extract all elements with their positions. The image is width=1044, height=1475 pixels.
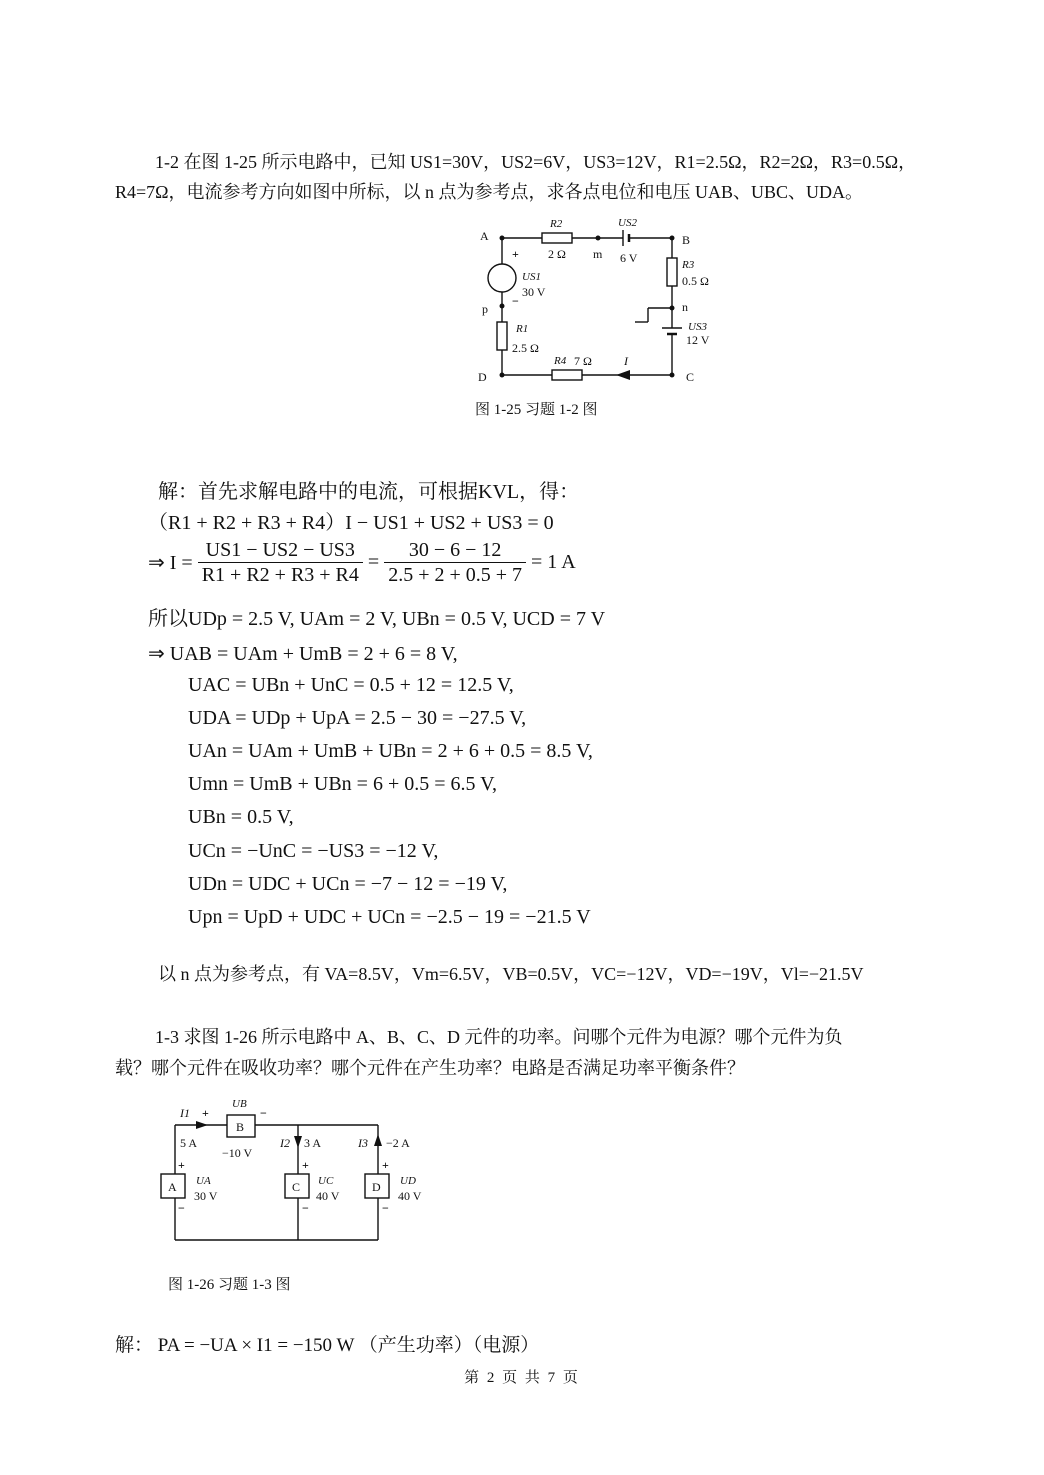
figure-1-25-caption: 图 1-25 习题 1-2 图 [475,402,598,418]
page-footer: 第 2 页 共 7 页 [464,1370,580,1386]
node-B-label: B [682,233,691,247]
equation-line: ⇒ UAB = UAm + UmB = 2 + 6 = 8 V, [148,643,458,665]
US1-minus-sign: − [512,294,519,308]
equation-line: Upn = UpD + UDC + UCn = −2.5 − 19 = −21.5 V [188,906,591,928]
node-m-label: m [593,247,603,261]
equation-line: UDA = UDp + UpA = 2.5 − 30 = −27.5 V, [188,707,527,729]
equation-line: UAC = UBn + UnC = 0.5 + 12 = 12.5 V, [188,674,514,696]
node-n-label: n [682,300,688,314]
R3-name: R3 [682,259,695,271]
UB-label: UB [232,1098,247,1110]
I2-label: I2 [280,1136,290,1150]
R4-name: R4 [554,355,567,367]
I3-value: −2 A [386,1136,410,1150]
UB-value: −10 V [222,1146,253,1160]
equation-line: Umn = UmB + UBn = 6 + 0.5 = 6.5 V, [188,773,498,795]
problem-1-3-statement-line1: 1-3 求图 1-26 所示电路中 A、B、C、D 元件的功率。问哪个元件为电源？哪个元件为负 [155,1027,843,1047]
equation-line: UDn = UDC + UCn = −7 − 12 = −19 V, [188,873,508,895]
current-eq-fraction-symbolic [198,538,363,587]
problem-1-2-statement-line2: R4=7Ω，电流参考方向如图中所标，以 n 点为参考点，求各点电位和电压 UAB、UBC、UDA。 [115,182,864,202]
C-minus-sign: − [302,1201,309,1215]
US1-value: 30 V [522,285,546,299]
US2-value: 6 V [620,251,638,265]
current-eq-prefix: ⇒ I = [148,552,193,574]
US2-name: US2 [618,217,637,229]
so-equation: 所以UDp = 2.5 V, UAm = 2 V, UBn = 0.5 V, UCD = 7 V [148,608,606,630]
figure-1-26-caption: 图 1-26 习题 1-3 图 [168,1277,291,1293]
current-I-label: I [624,354,628,368]
UA-value: 30 V [194,1189,218,1203]
element-C-label: C [292,1180,301,1194]
solution-1-3-line: 解： PA = −UA × I1 = −150 W （产生功率）（电源） [115,1335,540,1356]
I1-value: 5 A [180,1136,198,1150]
node-A-label: A [480,229,489,243]
circuit-figure-1-26 [150,1090,450,1250]
fraction-numerator: 30 − 6 − 12 [384,538,526,563]
equation-line: UCn = −UnC = −US3 = −12 V, [188,840,439,862]
circuit-figure-1-25 [470,210,730,390]
UD-label: UD [400,1175,416,1187]
node-C-label: C [686,370,695,384]
B-plus-sign: + [202,1106,209,1120]
equation-line: UBn = 0.5 V, [188,806,294,828]
I2-value: 3 A [304,1136,322,1150]
kvl-equation: （R1 + R2 + R3 + R4）I − US1 + US2 + US3 = 0 [148,512,554,534]
fraction-denominator: 2.5 + 2 + 0.5 + 7 [388,564,523,586]
fraction-denominator: R1 + R2 + R3 + R4 [201,564,359,586]
conclusion-line: 以 n 点为参考点，有 VA=8.5V，Vm=6.5V，VB=0.5V，VC=−12V，VD=−19V，Vl=−21.5V [158,964,864,984]
element-B-label: B [236,1120,245,1134]
node-p-label: p [482,302,488,316]
D-plus-sign: + [382,1158,389,1172]
A-plus-sign: + [178,1158,185,1172]
R2-name: R2 [550,218,563,230]
I3-label: I3 [358,1136,368,1150]
UA-label: UA [196,1175,211,1187]
R4-value: 7 Ω [574,354,592,368]
UD-value: 40 V [398,1189,422,1203]
I1-label: I1 [180,1106,190,1120]
current-eq-fraction-numeric [384,538,526,587]
fraction-numerator: US1 − US2 − US3 [198,538,363,563]
R1-name: R1 [516,323,529,335]
D-minus-sign: − [382,1201,389,1215]
US1-name: US1 [522,271,541,283]
R1-value: 2.5 Ω [512,341,539,355]
UC-value: 40 V [316,1189,340,1203]
US3-name: US3 [688,321,707,333]
element-A-label: A [168,1180,177,1194]
A-minus-sign: − [178,1201,185,1215]
C-plus-sign: + [302,1158,309,1172]
B-minus-sign: − [260,1106,267,1120]
current-eq-result: = 1 A [531,551,576,573]
US1-plus-sign: + [512,247,519,261]
element-D-label: D [372,1180,381,1194]
US3-value: 12 V [686,333,710,347]
UC-label: UC [318,1175,334,1187]
R3-value: 0.5 Ω [682,274,709,288]
problem-1-2-statement-line1: 1-2 在图 1-25 所示电路中，已知 US1=30V，US2=6V，US3=12V，R1=2.5Ω，R2=2Ω，R3=0.5Ω， [155,152,917,172]
node-D-label: D [478,370,487,384]
solution-intro: 解：首先求解电路中的电流，可根据KVL，得： [158,481,580,503]
current-equation: ⇒ I = $\frac{US1 - US2 - US3}{R1 + R2 + R3 + R4}$ = $\frac{30 - 6 - 12}{2.5 + 2 + 0.5 + 7}$ = 1 A [148,539,576,586]
R2-value: 2 Ω [548,247,566,261]
problem-1-3-statement-line2: 载？哪个元件在吸收功率？哪个元件在产生功率？电路是否满足功率平衡条件？ [115,1058,745,1078]
equation-line: UAn = UAm + UmB + UBn = 2 + 6 + 0.5 = 8.5 V, [188,740,593,762]
